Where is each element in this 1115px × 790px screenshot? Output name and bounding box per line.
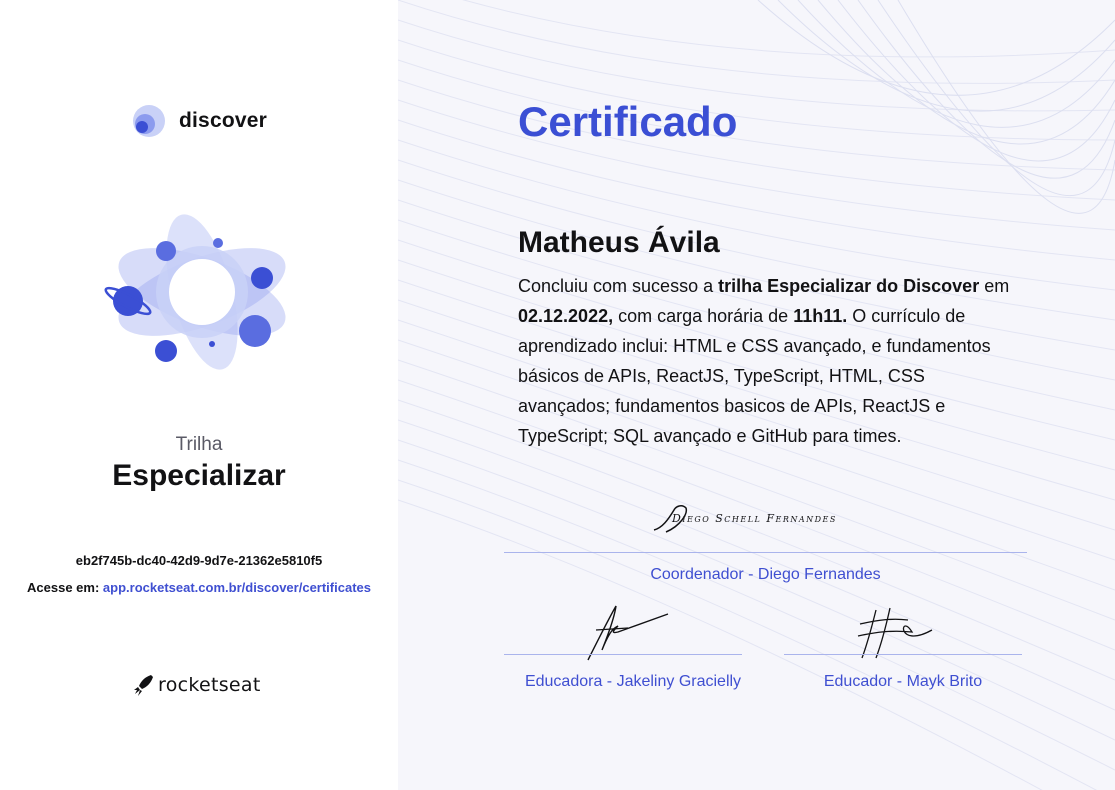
desc-date: 02.12.2022, <box>518 306 614 326</box>
educator2-label: Educador - Mayk Brito <box>823 673 983 690</box>
discover-brand <box>131 104 267 138</box>
access-line <box>0 580 398 595</box>
student-name: Matheus Ávila <box>518 226 720 259</box>
desc-track: trilha Especializar do Discover <box>718 276 980 296</box>
educator1-label: Educadora - Jakeliny Gracielly <box>524 673 742 690</box>
brand-name: discover <box>179 109 267 132</box>
desc-text-2: em <box>979 276 1010 296</box>
planet-illustration-icon <box>100 212 300 372</box>
coordinator-label: Coordenador - Diego Fernandes <box>650 566 881 583</box>
certificate-id: eb2f745b-dc40-42d9-9d7e-21362e5810f5 <box>75 553 323 568</box>
coordinator-signature <box>652 500 872 540</box>
desc-hours: 11h11. <box>793 306 848 326</box>
desc-text-3: com carga horária de <box>613 306 794 326</box>
discover-logo-icon <box>131 104 165 138</box>
coordinator-signature-line <box>504 552 1027 553</box>
track-name: Especializar <box>112 459 286 492</box>
educator2-signature-line <box>784 654 1022 655</box>
desc-text-1: Concluiu com sucesso a <box>518 276 719 296</box>
desc-text-4: O currículo de aprendizado inclui: HTML e CSS avançado, e fundamentos básicos de APIs, ReactJS, TypeScript, HTML, CSS avançados; fundamentos basicos de APIs, ReactJS e TypeScript; SQL avançado e GitHub para times. <box>518 306 991 446</box>
access-label: Acesse em: <box>27 580 100 595</box>
left-panel <box>0 0 398 790</box>
track-label: Trilha <box>175 434 223 455</box>
certificate-title: Certificado <box>518 98 738 145</box>
certificate-description <box>518 271 1018 451</box>
educator1-signature-line <box>504 654 742 655</box>
coordinator-signature-text: Diego Schell Fernandes <box>672 512 837 525</box>
educator1-signature-icon <box>584 600 674 666</box>
rocket-icon <box>132 673 154 697</box>
certificates-link[interactable]: app.rocketseat.com.br/discover/certificates <box>102 580 371 595</box>
company-name: rocketseat <box>158 674 261 696</box>
rocketseat-brand <box>132 673 261 697</box>
